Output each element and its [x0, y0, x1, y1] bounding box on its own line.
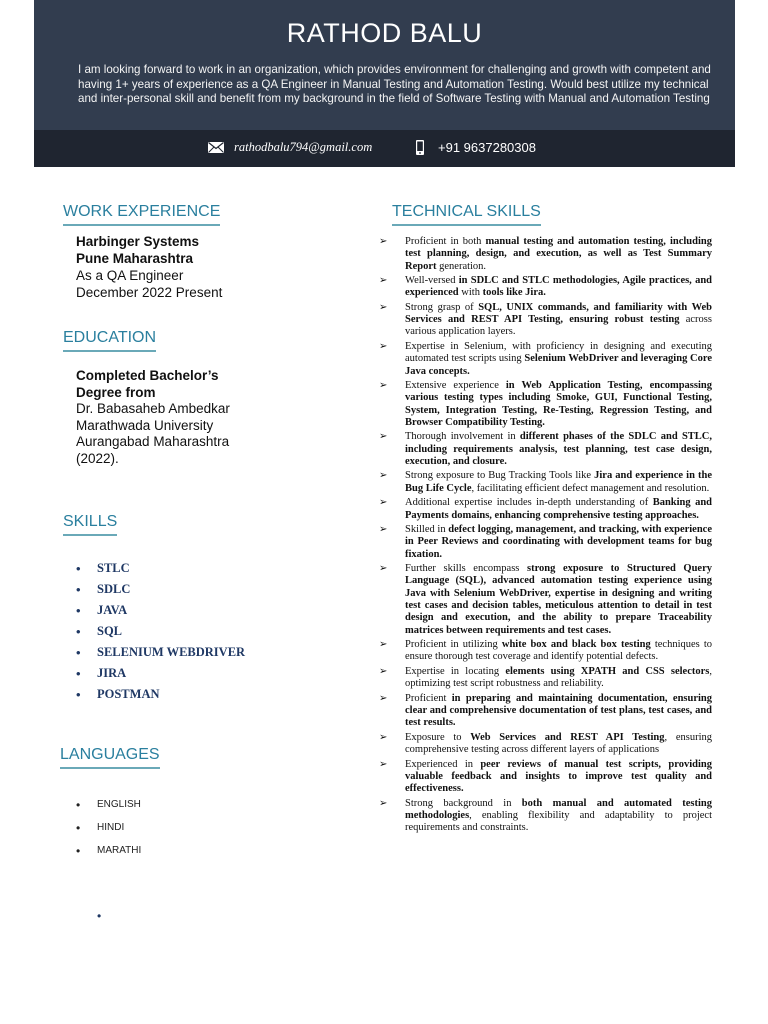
technical-skill-item	[379, 666, 712, 691]
language-item: • HINDI	[76, 820, 141, 843]
education-block	[76, 368, 230, 467]
institution-line-2: Marathwada University	[76, 417, 214, 433]
technical-skill-text: Expertise in locating	[405, 665, 506, 677]
technical-skill-item	[379, 302, 712, 339]
degree-line-1: Completed Bachelor’s	[76, 368, 219, 383]
technical-skill-text: , facilitating efficient defect management and resolution.	[471, 482, 710, 494]
technical-skill-item	[379, 798, 712, 835]
skill-item: • POSTMAN	[76, 684, 245, 705]
education-heading: EDUCATION	[63, 329, 156, 352]
skill-item: • JAVA	[76, 600, 245, 621]
bullet-dot: •	[97, 909, 102, 923]
technical-skill-item	[379, 431, 712, 468]
technical-skill-item	[379, 380, 712, 429]
skills-list	[76, 558, 245, 705]
skill-item: • STLC	[76, 558, 245, 579]
languages-heading: LANGUAGES	[60, 746, 160, 769]
technical-skills-list	[379, 236, 712, 837]
technical-skill-item	[379, 524, 712, 561]
languages-list	[76, 797, 141, 866]
technical-skill-text: Selenium WebDriver and leveraging Core Java concepts.	[405, 353, 712, 377]
technical-skill-text: different phases of the SDLC and STLC, including requirements analysis, test planning, test case design, execution, and closure.	[405, 431, 712, 467]
technical-skill-text: Thorough involvement in	[405, 431, 520, 443]
technical-skill-text: tools like Jira.	[482, 287, 546, 299]
technical-skill-text: generation.	[436, 260, 487, 272]
job-period: December 2022 Present	[76, 285, 223, 300]
skills-heading: SKILLS	[63, 513, 117, 536]
company-location: Pune Maharashtra	[76, 251, 194, 266]
skill-item: • SELENIUM WEBDRIVER	[76, 642, 245, 663]
technical-skill-text: Strong grasp of	[405, 301, 479, 313]
technical-skill-text: , optimizing test script robustness and reliability.	[405, 665, 712, 690]
phone-text: +91 9637280308	[438, 140, 536, 155]
technical-skill-item	[379, 732, 712, 757]
envelope-icon	[208, 142, 224, 153]
technical-skill-text: Proficient in both	[405, 236, 486, 247]
technical-skill-text: Proficient in utilizing	[405, 639, 502, 651]
email-contact[interactable]	[208, 140, 372, 155]
technical-skill-text: white box and black box testing	[501, 639, 651, 651]
technical-skill-text: SQL, UNIX commands, and familiarity with Web Services and REST API Testing, ensuring robust testing	[405, 301, 712, 326]
phone-contact[interactable]	[416, 140, 536, 155]
technical-skill-text: , enabling flexibility and adaptability to project requirements and constraints.	[405, 809, 712, 834]
technical-skill-text: Proficient	[405, 692, 452, 704]
skill-item: • SDLC	[76, 579, 245, 600]
technical-skill-item	[379, 497, 712, 522]
technical-skill-item	[379, 639, 712, 664]
technical-skill-text: Further skills encompass	[405, 563, 527, 575]
language-item: • MARATHI	[76, 843, 141, 866]
technical-skill-text: Extensive experience	[405, 380, 506, 392]
company-name: Harbinger Systems	[76, 234, 200, 249]
skill-item: • SQL	[76, 621, 245, 642]
technical-skill-text: Exposure to	[405, 731, 471, 743]
technical-skill-item	[379, 563, 712, 637]
career-objective: I am looking forward to work in an organization, which provides environment for challenging and growth with competent and having 1+ years of experience as a QA Engineer in Manual Testing and Automation Testing. Would best utilize my technical and inter-personal skill and benefit from my background in the field of Software Testing with Manual and Automation Testing	[78, 63, 711, 106]
technical-skill-item	[379, 236, 712, 273]
technical-skill-text: Strong background in	[405, 797, 522, 809]
technical-skill-text: strong exposure to Structured Query Language (SQL), advanced automation testing experience using Java with Selenium WebDriver, expertise in designing and writing test cases and decision tables, meticulous attention to detail in test design and execution, and the ability to prepare Traceability matrices between requirements and test cases.	[405, 563, 712, 636]
technical-skill-text: peer reviews of manual test scripts, providing valuable feedback and insights to improve test quality and effectiveness.	[405, 758, 712, 795]
technical-skill-text: Experienced in	[405, 758, 481, 770]
technical-skill-text: with	[458, 287, 483, 299]
technical-skill-item	[379, 693, 712, 730]
email-text: rathodbalu794@gmail.com	[234, 140, 373, 154]
technical-skill-text: Skilled in	[405, 524, 449, 536]
technical-skill-item	[379, 759, 712, 796]
resume-header	[34, 0, 735, 130]
institution-line-1: Dr. Babasaheb Ambedkar	[76, 401, 230, 416]
technical-skill-item	[379, 470, 712, 495]
work-experience-heading: WORK EXPERIENCE	[63, 203, 220, 226]
technical-skill-text: Jira and experience in the Bug Life Cycle	[405, 470, 712, 494]
technical-skill-text: , ensuring comprehensive testing across different layers of applications	[405, 731, 712, 756]
degree-line-2: Degree from	[76, 384, 156, 400]
technical-skill-item	[379, 275, 712, 300]
technical-skill-text: in preparing and maintaining documentation, ensuring clear and comprehensive documentation of test plans, test cases, and test results.	[405, 692, 713, 729]
job-role: As a QA Engineer	[76, 268, 184, 283]
technical-skill-text: Strong exposure to Bug Tracking Tools like	[405, 470, 595, 482]
technical-skill-item	[379, 341, 712, 378]
graduation-year: (2022).	[76, 450, 119, 466]
skill-item: • JIRA	[76, 663, 245, 684]
technical-skills-heading: TECHNICAL SKILLS	[392, 203, 541, 226]
mobile-phone-icon	[416, 140, 424, 155]
technical-skill-text: Additional expertise includes in-depth understanding of	[405, 497, 653, 509]
technical-skill-text: Expertise in Selenium, with proficiency in designing and executing automated test scripts using	[405, 340, 712, 365]
technical-skill-text: across various application layers.	[405, 314, 712, 338]
technical-skill-text: elements using XPATH and CSS selectors	[505, 665, 710, 677]
technical-skill-text: Banking and Payments domains, enhancing comprehensive testing approaches.	[405, 497, 712, 521]
technical-skill-text: techniques to ensure thorough test coverage and identify potential defects.	[405, 639, 713, 663]
language-item: • ENGLISH	[76, 797, 141, 820]
institution-line-3: Aurangabad Maharashtra	[76, 434, 230, 449]
technical-skill-text: in SDLC and STLC methodologies, Agile practices, and experienced	[405, 275, 712, 299]
technical-skill-text: both manual and automated testing methodologies	[405, 797, 712, 821]
candidate-name: RATHOD BALU	[286, 18, 483, 48]
work-experience-block	[76, 233, 222, 301]
technical-skill-text: Well-versed	[405, 275, 459, 287]
contact-bar	[34, 130, 735, 167]
technical-skill-text: manual testing and automation testing, including test planning, design, and execution, as well as Test Summary Report	[405, 236, 712, 272]
technical-skill-text: defect logging, management, and tracking, with experience in Peer Reviews and coordinating with development teams for bug fixation.	[405, 524, 713, 560]
technical-skill-text: Web Services and REST API Testing	[470, 731, 665, 743]
technical-skill-text: in Web Application Testing, encompassing various testing types including Smoke, GUI, Functional Testing, System, Integration Testing, Re-Testing, Regression Testing, and Browser Compatibility Testing.	[405, 380, 712, 428]
